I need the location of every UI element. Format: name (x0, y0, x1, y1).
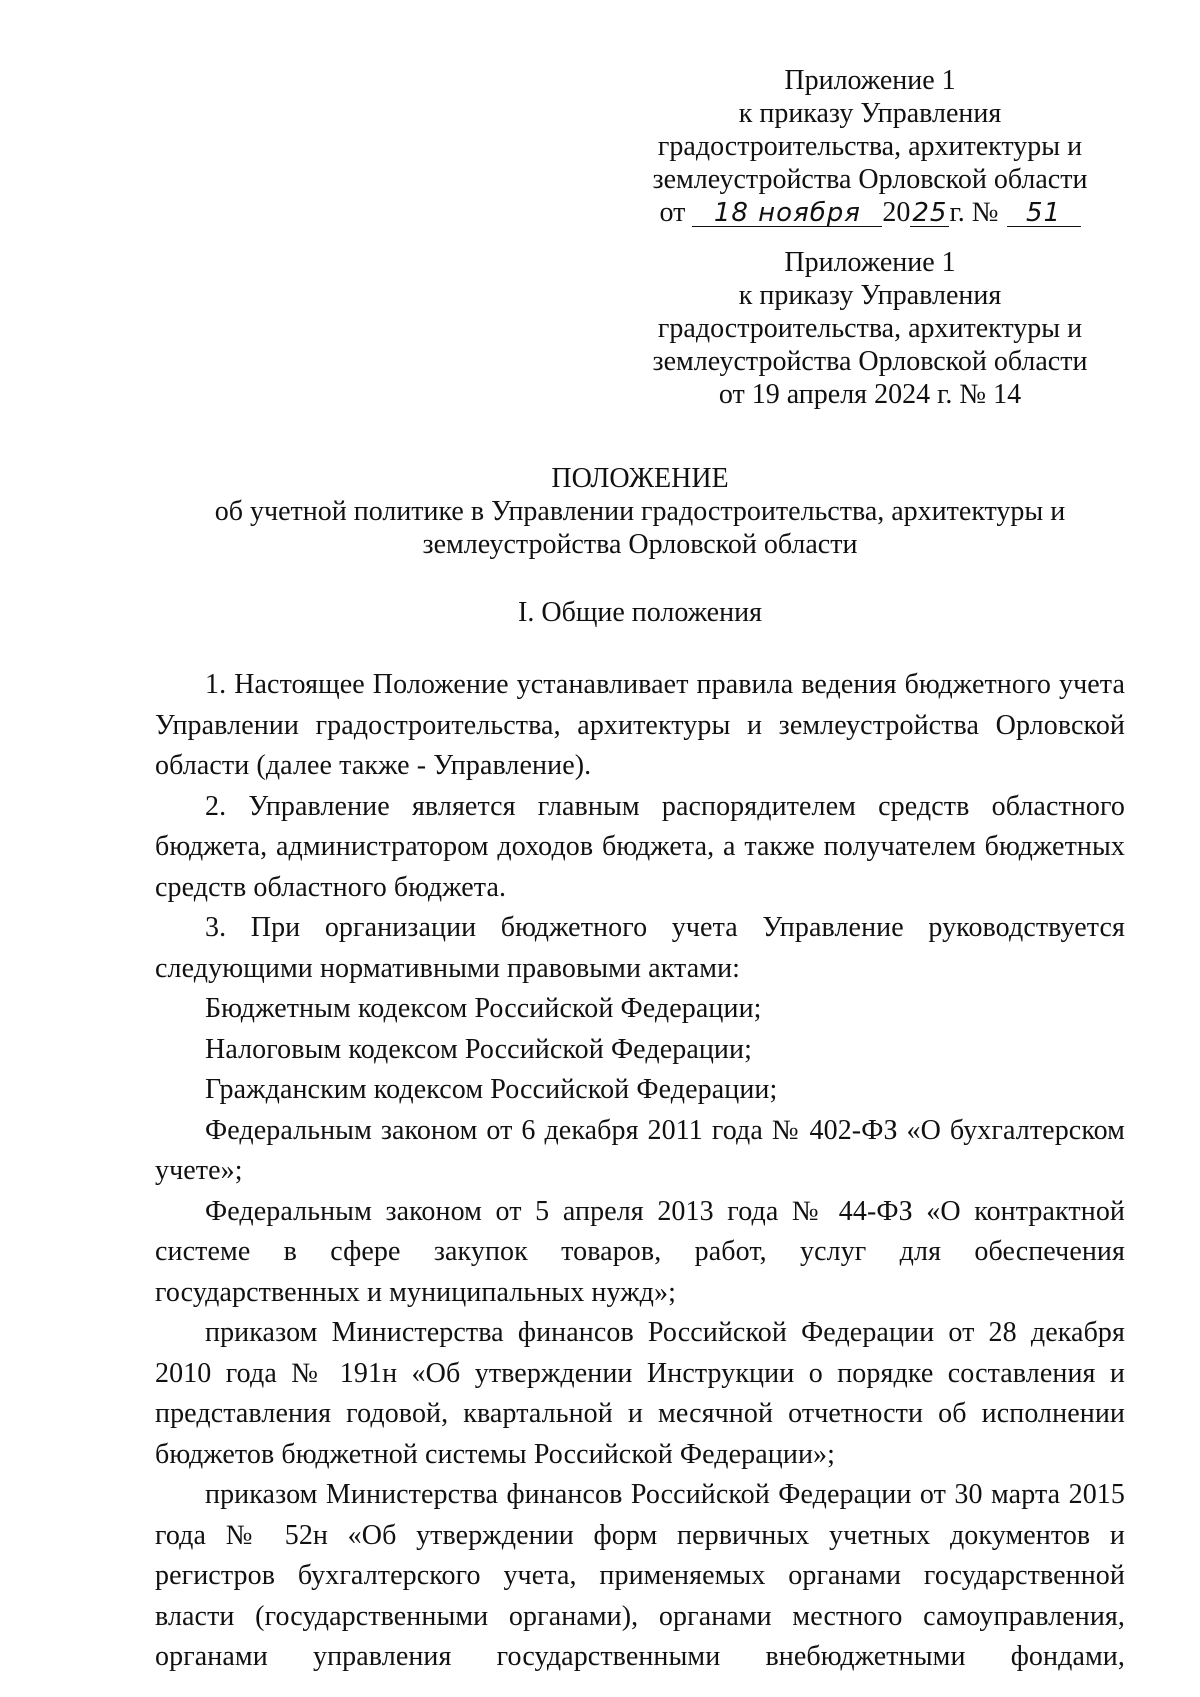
appendix-org-line2: землеустройства Орловской области (652, 346, 1088, 377)
title-line1: об учетной политике в Управлении градостроительства, архитектуры и (214, 496, 1066, 527)
document-title (160, 462, 1120, 561)
date-prefix: от (659, 197, 686, 228)
title-heading: ПОЛОЖЕНИЕ (551, 463, 729, 494)
appendix-header-new (640, 64, 1100, 229)
appendix-org-line1: градостроительства, архитектуры и (657, 131, 1083, 162)
paragraph-3: 3. При организации бюджетного учета Управление руководствуется следующими нормативными правовыми актами: (155, 912, 1125, 984)
paragraph-2: 2. Управление является главным распорядителем средств областного бюджета, администратором доходов бюджета, а также получателем бюджетных средств областного бюджета. (155, 790, 1125, 903)
year-prefix: 20 (882, 197, 911, 228)
appendix-header-old (640, 246, 1100, 411)
appendix-org-line1: градостроительства, архитектуры и (657, 313, 1083, 344)
appendix-order-ref: к приказу Управления (738, 280, 1002, 311)
appendix-date-line: от 19 апреля 2024 г. № 14 (718, 379, 1022, 410)
appendix-date-line (640, 196, 1100, 229)
handwritten-date: 18 ноября (692, 200, 882, 227)
handwritten-number: 51 (1007, 200, 1081, 227)
appendix-label: Приложение 1 (784, 65, 956, 96)
list-item-tax-code: Налоговым кодексом Российской Федерации; (205, 1033, 752, 1065)
title-line2: землеустройства Орловской области (422, 529, 858, 560)
list-item-order-52n: приказом Министерства финансов Российской Федерации от 30 марта 2015 года № 52н «Об утверждении форм первичных учетных документов и регистров бухгалтерского учета, применяемых органами государственной власти (государственными органами), органами местного самоуправления, органами управления государственными внебюджетными фондами, (155, 1479, 1125, 1672)
list-item-civil-code: Гражданским кодексом Российской Федерации; (205, 1074, 778, 1105)
list-item-law-44fz: Федеральным законом от 5 апреля 2013 года № 44-ФЗ «О контрактной системе в сфере закупок товаров, работ, услуг для обеспечения государственных и муниципальных нужд»; (155, 1195, 1125, 1308)
paragraph-1: 1. Настоящее Положение устанавливает правила ведения бюджетного учета Управлении градостроительства, архитектуры и землеустройства Орловской области (далее также - Управление). (155, 669, 1125, 781)
list-item-order-191n: приказом Министерства финансов Российской Федерации от 28 декабря 2010 года № 191н «Об утверждении Инструкции о порядке составления и представления годовой, квартальной и месячной отчетности об исполнении бюджетов бюджетной системы Российской Федерации»; (155, 1317, 1125, 1470)
section-heading: I. Общие положения (518, 597, 762, 628)
appendix-org-line2: землеустройства Орловской области (652, 164, 1088, 195)
list-item-law-402fz: Федеральным законом от 6 декабря 2011 года № 402-ФЗ «О бухгалтерском учете»; (155, 1114, 1125, 1186)
document-body (155, 665, 1125, 1678)
appendix-label: Приложение 1 (784, 247, 956, 278)
handwritten-year: 25 (912, 198, 948, 228)
date-suffix: г. № (949, 197, 999, 228)
list-item-budget-code: Бюджетным кодексом Российской Федерации; (205, 993, 762, 1024)
appendix-order-ref: к приказу Управления (738, 98, 1002, 129)
